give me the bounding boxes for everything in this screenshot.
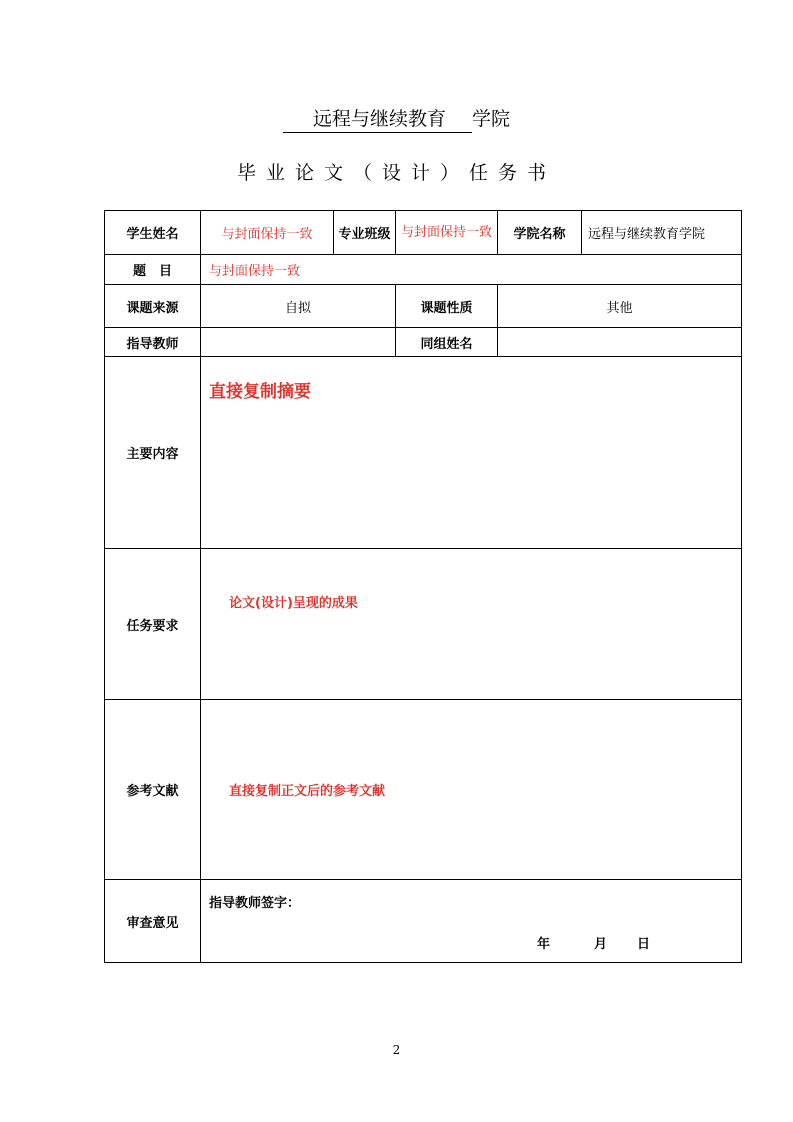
source-value[interactable]: 自拟: [201, 285, 396, 328]
major-class-value[interactable]: 与封面保持一致: [396, 211, 498, 255]
row-main-content: [105, 357, 742, 549]
content-label: 主要内容: [105, 357, 201, 549]
task-form-table: [104, 210, 742, 963]
document-title: 毕业论文（设计）任务书: [236, 162, 556, 184]
college-label: 学院名称: [498, 211, 582, 255]
source-label: 课题来源: [105, 285, 201, 328]
row-references: [105, 700, 742, 880]
date-day: 日: [637, 937, 651, 952]
group-value[interactable]: [498, 328, 742, 357]
student-name-value[interactable]: 与封面保持一致: [201, 211, 334, 255]
college-value[interactable]: 远程与继续教育学院: [582, 211, 742, 255]
requirements-value: 论文(设计)呈现的成果: [229, 596, 358, 611]
content-cell[interactable]: [201, 357, 742, 549]
row-requirements: [105, 549, 742, 700]
nature-label: 课题性质: [396, 285, 498, 328]
review-label: 审查意见: [105, 880, 201, 963]
page-number: 2: [392, 1043, 401, 1057]
nature-value[interactable]: 其他: [498, 285, 742, 328]
row-advisor: [105, 328, 742, 357]
review-cell[interactable]: [201, 880, 742, 963]
topic-value[interactable]: 与封面保持一致: [201, 255, 742, 285]
row-source: [105, 285, 742, 328]
signature-label: 指导教师签字：: [209, 896, 301, 911]
student-name-label: 学生姓名: [105, 211, 201, 255]
requirements-label: 任务要求: [105, 549, 201, 700]
date-month: 月: [594, 937, 608, 952]
references-label: 参考文献: [105, 700, 201, 880]
topic-label: 题 目: [105, 255, 201, 285]
college-suffix: 学院: [472, 108, 511, 130]
advisor-label: 指导教师: [105, 328, 201, 357]
college-heading: [0, 104, 793, 133]
references-cell[interactable]: [201, 700, 742, 880]
row-topic: [105, 255, 742, 285]
date-year: 年: [537, 937, 551, 952]
advisor-value[interactable]: [201, 328, 396, 357]
row-student-info: [105, 211, 742, 255]
major-class-label: 专业班级: [334, 211, 396, 255]
requirements-cell[interactable]: [201, 549, 742, 700]
content-value: 直接复制摘要: [209, 382, 311, 402]
group-label: 同组姓名: [396, 328, 498, 357]
references-value: 直接复制正文后的参考文献: [229, 784, 386, 799]
college-name: 远程与继续教育: [283, 104, 472, 133]
row-review: [105, 880, 742, 963]
